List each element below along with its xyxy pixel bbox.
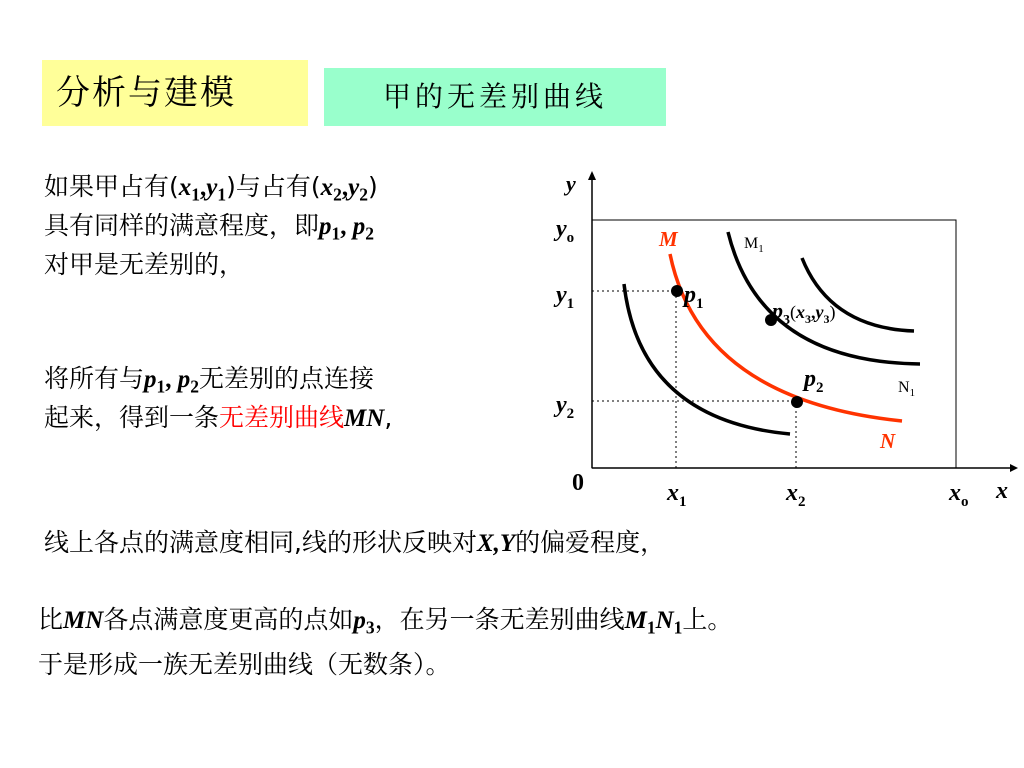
point-label-p2: $p_2$ <box>804 366 824 396</box>
tick-label-x1: $x_1$ <box>667 480 687 510</box>
point-label-p3: $p_3^(x_3^,y_3^)$ <box>772 298 836 328</box>
para1-line2: 具有同样的满意程度，即$p_1$, $p_2$ <box>44 211 375 244</box>
para2-line1: 将所有与$p_1$, $p_2$无差别的点连接 <box>44 364 375 397</box>
section-title: 分析与建模 <box>42 60 308 126</box>
para4-line2: 于是形成一族无差别曲线（无数条）。 <box>38 650 451 679</box>
origin-label: 0 <box>572 470 584 496</box>
section-subtitle: 甲的无差别曲线 <box>324 68 666 126</box>
para4-line1: 比MN各点满意度更高的点如$p_3$，在另一条无差别曲线$M_1N_1$上。 <box>38 605 733 638</box>
curve-MN <box>670 254 902 421</box>
x-axis-arrow-icon <box>1010 464 1018 472</box>
axis-label-y: y <box>566 171 576 196</box>
tick-label-xo: $x_o$ <box>949 480 969 510</box>
curve-label-M1: $M_1$ <box>744 235 764 255</box>
point-p1 <box>671 285 683 297</box>
tick-label-y2: $y_2$ <box>556 392 575 422</box>
point-label-p1: $p_1$ <box>684 282 704 312</box>
tick-label-yo: $y_o$ <box>556 216 575 246</box>
para1-line1: 如果甲占有$(x_1,y_1)$与占有$(x_2,y_2)$ <box>44 172 378 205</box>
axis-label-x: x <box>996 478 1008 504</box>
y-axis-arrow-icon <box>588 171 596 180</box>
para2-line2: 起来，得到一条无差别曲线MN, <box>44 403 393 432</box>
curve-label-N: N <box>880 429 896 453</box>
paragraph-3: 线上各点的满意度相同,线的形状反映对X,Y的偏爱程度， <box>44 528 666 557</box>
tick-label-x2: $x_2$ <box>786 480 806 510</box>
curve-label-N1: $N_1$ <box>898 379 916 399</box>
tick-label-y1: $y_1$ <box>556 282 575 312</box>
para1-line3: 对甲是无差别的， <box>44 250 245 279</box>
curve-label-M: M <box>659 227 678 251</box>
point-p2 <box>791 396 803 408</box>
